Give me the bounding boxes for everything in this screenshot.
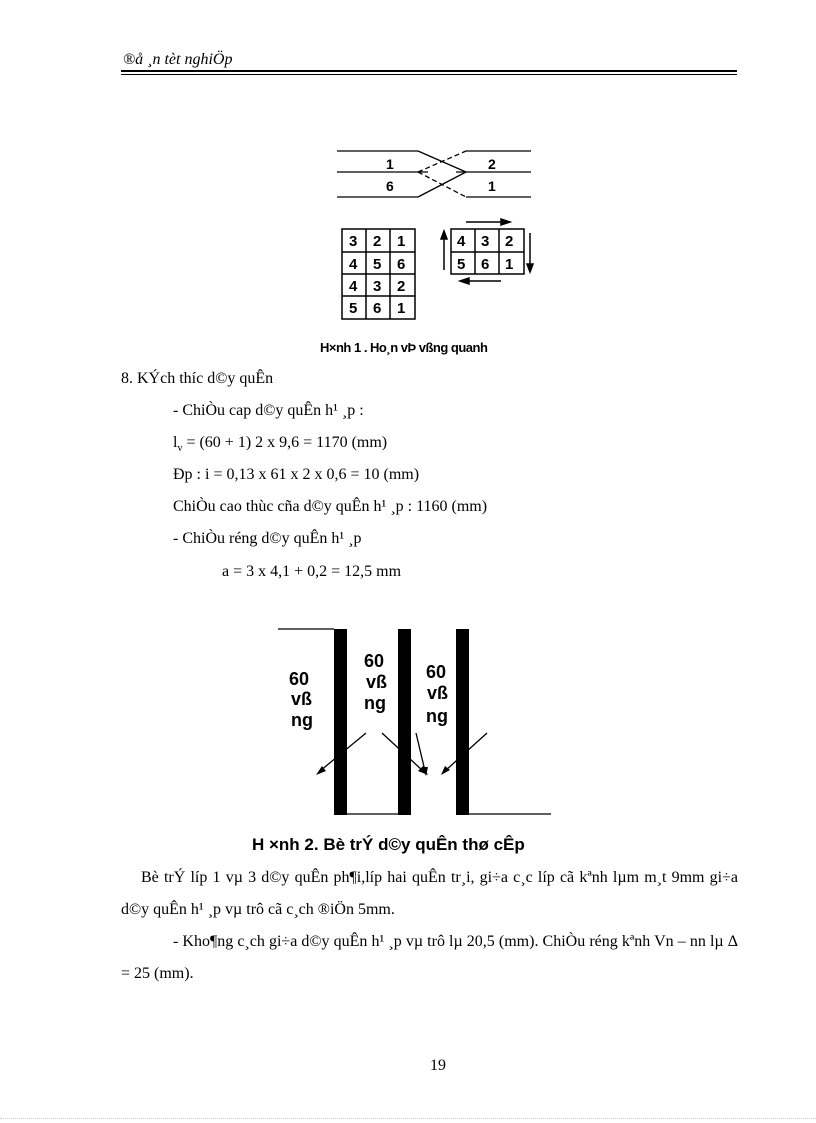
label-3-line-3: ng [426,706,448,726]
figure-2-caption: H ×nh 2. Bè trÝ d©y quÊn thø cÊp [252,835,525,854]
grid-left-cell: 3 [349,233,358,250]
cross-bottom-left: 6 [386,178,394,194]
grid-left-cell: 6 [397,256,406,273]
grid-left-cell: 5 [373,256,382,273]
lv-formula: = (60 + 1) 2 x 9,6 = 1170 (mm) [186,434,388,451]
cross-bottom-right: 1 [488,178,496,194]
grid-left-cell: 3 [373,278,382,295]
lv-symbol: l [173,434,178,451]
section-heading: 8. KÝch thíc d©y quÊn [121,370,274,387]
text-line-4: ChiÒu cao thùc cña d©y quÊn h¹ ¸p : 1160 (mm) [173,498,488,515]
grid-right-cell: 1 [505,256,514,273]
cross-top-left: 1 [386,156,394,172]
lv-subscript: v [177,443,183,455]
text-line-5: - ChiÒu réng d©y quÊn h¹ ¸p [173,530,362,547]
label-1-line-1: 60 [289,669,310,689]
page-number: 19 [430,1057,446,1074]
grid-left-cell: 5 [349,300,358,317]
grid-left-cell: 4 [349,256,358,273]
grid-left-cell: 1 [397,233,406,250]
text-line-1: - ChiÒu cap d©y quÊn h¹ ¸p : [173,402,364,419]
grid-right-cell: 2 [505,233,514,250]
grid-left-cell: 2 [373,233,382,250]
label-3-line-1: 60 [426,662,447,682]
label-1-line-2: vß [291,689,313,709]
label-2-line-1: 60 [364,651,385,671]
grid-left-cell: 2 [397,278,406,295]
grid-right-cell: 3 [481,233,490,250]
text-line-6: a = 3 x 4,1 + 0,2 = 12,5 mm [222,563,402,580]
grid-left-cell: 4 [349,278,358,295]
cross-top-right: 2 [488,156,496,172]
label-2-line-2: vß [366,672,388,692]
figure-1-caption: H×nh 1 . Ho¸n vÞ vßng quanh [320,340,488,355]
label-3-line-2: vß [427,683,449,703]
grid-left-cell: 1 [397,300,406,317]
grid-right-cell: 4 [457,233,466,250]
grid-left-cell: 6 [373,300,382,317]
text-line-3: Ðp : i = 0,13 x 61 x 2 x 0,6 = 10 (mm) [173,466,420,483]
label-1-line-3: ng [291,710,313,730]
page-header: ®å ¸n tèt nghiÖp [123,51,233,68]
paragraph-2: - Kho¶ng c¸ch gi÷a d©y quÊn h¹ ¸p vµ trô lµ 20,5 (mm). ChiÒu réng kªnh Vn – nn lµ Δ = 25 (mm). [121,933,738,982]
grid-right-cell: 6 [481,256,490,273]
label-2-line-3: ng [364,693,386,713]
grid-right-cell: 5 [457,256,466,273]
paragraph-1: Bè trÝ líp 1 vµ 3 d©y quÊn ph¶i,líp hai quÊn tr¸i, gi÷a c¸c líp cã kªnh lµm m¸t 9mm gi÷a d©y quÊn h¹ ¸p vµ trô cã c¸ch ®iÖn 5mm. [121,869,738,918]
footer-rule [0,1118,816,1120]
